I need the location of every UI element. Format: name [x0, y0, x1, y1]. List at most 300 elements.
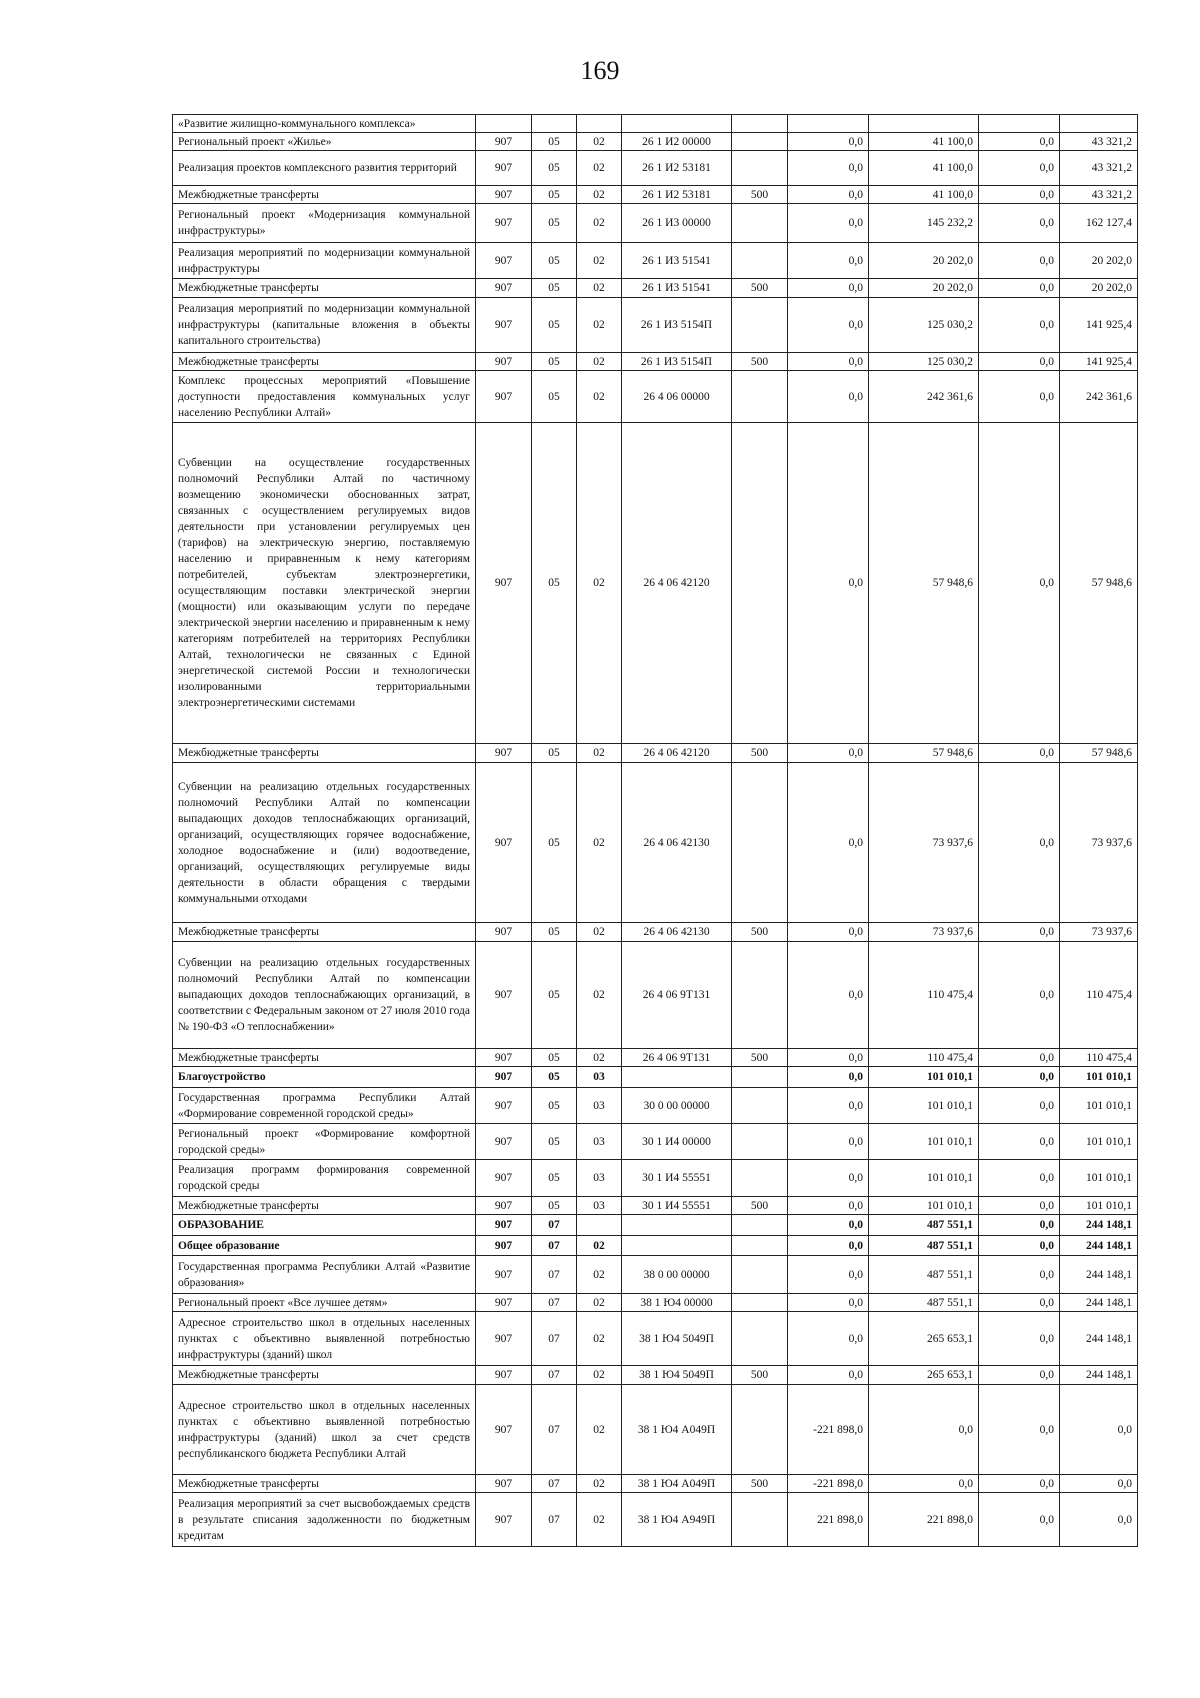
row-expense-type: 500 [732, 923, 788, 942]
row-expense-type [732, 151, 788, 186]
row-amount-2: 0,0 [869, 1475, 979, 1493]
row-amount-4: 20 202,0 [1060, 243, 1138, 279]
row-amount-4: 141 925,4 [1060, 298, 1138, 353]
row-amount-3: 0,0 [979, 1124, 1060, 1160]
table-row [173, 186, 1138, 204]
row-amount-2: 0,0 [869, 1385, 979, 1475]
row-amount-1: 0,0 [788, 423, 869, 744]
row-amount-1: -221 898,0 [788, 1385, 869, 1475]
row-amount-2: 221 898,0 [869, 1493, 979, 1547]
row-subsection [577, 115, 622, 133]
row-amount-3: 0,0 [979, 1475, 1060, 1493]
row-grbs: 907 [476, 1088, 532, 1124]
row-name: Государственная программа Республики Алтай «Формирование современной городской среды» [173, 1088, 476, 1124]
row-subsection: 02 [577, 1366, 622, 1385]
row-amount-3: 0,0 [979, 942, 1060, 1049]
row-target-article: 26 1 И2 00000 [622, 133, 732, 151]
row-amount-2: 265 653,1 [869, 1312, 979, 1366]
table-row [173, 1088, 1138, 1124]
row-amount-2: 101 010,1 [869, 1088, 979, 1124]
row-amount-1: 0,0 [788, 1312, 869, 1366]
row-grbs: 907 [476, 243, 532, 279]
row-name: Адресное строительство школ в отдельных населенных пунктах с объективно выявленной потребностью инфраструктуры (зданий) школ за счет средств республиканского бюджета Республики Алтай [173, 1385, 476, 1475]
row-section: 07 [532, 1385, 577, 1475]
row-amount-4: 244 148,1 [1060, 1294, 1138, 1312]
row-section: 05 [532, 279, 577, 298]
row-target-article: 30 1 И4 55551 [622, 1160, 732, 1197]
row-expense-type [732, 763, 788, 923]
row-amount-4: 242 361,6 [1060, 371, 1138, 423]
row-expense-type [732, 1124, 788, 1160]
row-section: 05 [532, 133, 577, 151]
row-section: 05 [532, 763, 577, 923]
row-amount-4 [1060, 115, 1138, 133]
row-expense-type [732, 942, 788, 1049]
row-section: 07 [532, 1256, 577, 1294]
row-subsection: 02 [577, 186, 622, 204]
row-grbs: 907 [476, 942, 532, 1049]
row-amount-1: 0,0 [788, 1215, 869, 1236]
row-amount-2: 125 030,2 [869, 298, 979, 353]
row-name: Региональный проект «Жилье» [173, 133, 476, 151]
row-amount-4: 101 010,1 [1060, 1088, 1138, 1124]
row-section: 05 [532, 243, 577, 279]
row-grbs: 907 [476, 763, 532, 923]
table-row [173, 1124, 1138, 1160]
row-grbs: 907 [476, 1256, 532, 1294]
row-subsection: 02 [577, 1493, 622, 1547]
row-target-article: 38 1 Ю4 А949П [622, 1493, 732, 1547]
row-subsection: 02 [577, 1049, 622, 1067]
row-grbs: 907 [476, 1215, 532, 1236]
row-amount-2: 41 100,0 [869, 133, 979, 151]
row-expense-type: 500 [732, 353, 788, 371]
row-target-article: 38 0 00 00000 [622, 1256, 732, 1294]
row-amount-2: 487 551,1 [869, 1256, 979, 1294]
row-amount-1: 0,0 [788, 763, 869, 923]
row-amount-4: 0,0 [1060, 1475, 1138, 1493]
row-name: Государственная программа Республики Алтай «Развитие образования» [173, 1256, 476, 1294]
row-amount-4: 244 148,1 [1060, 1236, 1138, 1256]
row-grbs: 907 [476, 1236, 532, 1256]
table-row [173, 423, 1138, 744]
row-name: Реализация мероприятий за счет высвобождаемых средств в результате списания задолженности по бюджетным кредитам [173, 1493, 476, 1547]
row-amount-4: 110 475,4 [1060, 1049, 1138, 1067]
row-name: «Развитие жилищно-коммунального комплекса» [173, 115, 476, 133]
row-amount-2 [869, 115, 979, 133]
table-row [173, 1312, 1138, 1366]
row-name: Межбюджетные трансферты [173, 744, 476, 763]
row-grbs: 907 [476, 371, 532, 423]
row-amount-4: 162 127,4 [1060, 204, 1138, 243]
row-amount-3: 0,0 [979, 1366, 1060, 1385]
row-amount-4: 20 202,0 [1060, 279, 1138, 298]
row-amount-1: 0,0 [788, 1366, 869, 1385]
row-grbs: 907 [476, 279, 532, 298]
row-amount-1: 0,0 [788, 371, 869, 423]
row-subsection: 02 [577, 1385, 622, 1475]
row-grbs: 907 [476, 204, 532, 243]
row-amount-1: 0,0 [788, 133, 869, 151]
row-subsection: 02 [577, 1312, 622, 1366]
row-target-article: 26 4 06 42120 [622, 744, 732, 763]
row-target-article: 30 1 И4 55551 [622, 1197, 732, 1215]
row-section: 07 [532, 1475, 577, 1493]
row-expense-type [732, 1294, 788, 1312]
row-section: 07 [532, 1215, 577, 1236]
row-amount-4: 244 148,1 [1060, 1312, 1138, 1366]
row-amount-2: 73 937,6 [869, 923, 979, 942]
row-expense-type: 500 [732, 186, 788, 204]
row-amount-1: 0,0 [788, 1124, 869, 1160]
row-section: 05 [532, 942, 577, 1049]
row-amount-4: 73 937,6 [1060, 763, 1138, 923]
row-section: 07 [532, 1312, 577, 1366]
row-target-article: 26 4 06 42120 [622, 423, 732, 744]
row-section: 05 [532, 353, 577, 371]
row-expense-type: 500 [732, 1366, 788, 1385]
row-grbs: 907 [476, 353, 532, 371]
row-amount-2: 110 475,4 [869, 1049, 979, 1067]
row-amount-4: 244 148,1 [1060, 1366, 1138, 1385]
row-name: Субвенции на реализацию отдельных государственных полномочий Республики Алтай по компенсации выпадающих доходов теплоснабжающих организаций, в соответствии с Федеральным законом от 27 июля 2010 года № 190-ФЗ «О теплоснабжении» [173, 942, 476, 1049]
row-amount-3: 0,0 [979, 1049, 1060, 1067]
row-amount-3: 0,0 [979, 371, 1060, 423]
row-amount-4: 244 148,1 [1060, 1256, 1138, 1294]
row-grbs: 907 [476, 923, 532, 942]
row-amount-3: 0,0 [979, 279, 1060, 298]
row-subsection: 02 [577, 353, 622, 371]
row-target-article: 26 1 И3 51541 [622, 279, 732, 298]
row-amount-4: 57 948,6 [1060, 423, 1138, 744]
row-name: Региональный проект «Формирование комфортной городской среды» [173, 1124, 476, 1160]
row-amount-4: 244 148,1 [1060, 1215, 1138, 1236]
row-grbs: 907 [476, 133, 532, 151]
row-section: 05 [532, 186, 577, 204]
row-grbs: 907 [476, 1160, 532, 1197]
row-grbs: 907 [476, 1493, 532, 1547]
row-section: 07 [532, 1294, 577, 1312]
row-amount-3: 0,0 [979, 204, 1060, 243]
row-amount-3: 0,0 [979, 744, 1060, 763]
row-name: Межбюджетные трансферты [173, 1366, 476, 1385]
row-subsection: 02 [577, 243, 622, 279]
row-expense-type [732, 1067, 788, 1088]
row-section: 05 [532, 744, 577, 763]
row-amount-2: 41 100,0 [869, 151, 979, 186]
table-row [173, 1385, 1138, 1475]
row-grbs: 907 [476, 1049, 532, 1067]
row-subsection: 03 [577, 1067, 622, 1088]
row-target-article: 26 1 И3 51541 [622, 243, 732, 279]
row-target-article: 26 4 06 9Т131 [622, 942, 732, 1049]
row-amount-2: 487 551,1 [869, 1294, 979, 1312]
row-subsection: 02 [577, 204, 622, 243]
row-subsection [577, 1215, 622, 1236]
row-amount-1: 0,0 [788, 1088, 869, 1124]
row-amount-2: 125 030,2 [869, 353, 979, 371]
row-expense-type [732, 1088, 788, 1124]
table-row [173, 1160, 1138, 1197]
row-name: Реализация программ формирования современной городской среды [173, 1160, 476, 1197]
row-amount-3: 0,0 [979, 1067, 1060, 1088]
row-grbs: 907 [476, 423, 532, 744]
row-subsection: 02 [577, 298, 622, 353]
row-subsection: 02 [577, 371, 622, 423]
row-amount-4: 101 010,1 [1060, 1197, 1138, 1215]
row-name: Реализация мероприятий по модернизации коммунальной инфраструктуры (капитальные вложения в объекты капитального строительства) [173, 298, 476, 353]
table-row [173, 371, 1138, 423]
row-grbs: 907 [476, 744, 532, 763]
row-section: 05 [532, 423, 577, 744]
row-amount-3: 0,0 [979, 133, 1060, 151]
row-name: Благоустройство [173, 1067, 476, 1088]
row-expense-type: 500 [732, 1197, 788, 1215]
row-amount-4: 101 010,1 [1060, 1124, 1138, 1160]
row-amount-2: 110 475,4 [869, 942, 979, 1049]
row-name: Межбюджетные трансферты [173, 186, 476, 204]
row-grbs: 907 [476, 1124, 532, 1160]
row-target-article: 30 0 00 00000 [622, 1088, 732, 1124]
table-row [173, 1215, 1138, 1236]
row-expense-type [732, 298, 788, 353]
row-subsection: 02 [577, 923, 622, 942]
table-row [173, 151, 1138, 186]
row-amount-3: 0,0 [979, 1256, 1060, 1294]
row-amount-2: 20 202,0 [869, 243, 979, 279]
page-number: 169 [580, 56, 620, 85]
row-section: 05 [532, 298, 577, 353]
row-section: 05 [532, 1124, 577, 1160]
row-amount-1: 0,0 [788, 1197, 869, 1215]
row-target-article: 26 4 06 42130 [622, 923, 732, 942]
row-name: Реализация проектов комплексного развития территорий [173, 151, 476, 186]
row-name: Межбюджетные трансферты [173, 923, 476, 942]
row-amount-4: 101 010,1 [1060, 1067, 1138, 1088]
row-amount-3: 0,0 [979, 1215, 1060, 1236]
row-amount-3: 0,0 [979, 186, 1060, 204]
row-amount-2: 242 361,6 [869, 371, 979, 423]
row-target-article: 38 1 Ю4 А049П [622, 1475, 732, 1493]
row-section: 05 [532, 1067, 577, 1088]
table-row [173, 744, 1138, 763]
row-target-article: 26 1 И3 00000 [622, 204, 732, 243]
row-amount-2: 101 010,1 [869, 1124, 979, 1160]
row-target-article: 26 1 И3 5154П [622, 298, 732, 353]
row-amount-3: 0,0 [979, 243, 1060, 279]
row-grbs: 907 [476, 1366, 532, 1385]
row-amount-3: 0,0 [979, 1088, 1060, 1124]
table-row [173, 1256, 1138, 1294]
row-subsection: 02 [577, 1236, 622, 1256]
row-amount-2: 101 010,1 [869, 1067, 979, 1088]
row-amount-2: 145 232,2 [869, 204, 979, 243]
row-amount-3: 0,0 [979, 1160, 1060, 1197]
table-row [173, 353, 1138, 371]
row-section: 07 [532, 1493, 577, 1547]
row-expense-type [732, 243, 788, 279]
table-row [173, 763, 1138, 923]
row-amount-1: 0,0 [788, 243, 869, 279]
row-subsection: 03 [577, 1160, 622, 1197]
table-row [173, 1366, 1138, 1385]
row-amount-3 [979, 115, 1060, 133]
row-amount-1: 221 898,0 [788, 1493, 869, 1547]
row-expense-type: 500 [732, 744, 788, 763]
row-subsection: 02 [577, 1294, 622, 1312]
row-amount-1: 0,0 [788, 1067, 869, 1088]
row-amount-2: 101 010,1 [869, 1197, 979, 1215]
table-row [173, 133, 1138, 151]
row-amount-1: 0,0 [788, 204, 869, 243]
row-expense-type [732, 1312, 788, 1366]
table-row [173, 1475, 1138, 1493]
row-amount-1: 0,0 [788, 923, 869, 942]
row-section: 05 [532, 151, 577, 186]
row-grbs [476, 115, 532, 133]
row-target-article [622, 1215, 732, 1236]
row-expense-type [732, 1215, 788, 1236]
row-grbs: 907 [476, 151, 532, 186]
row-amount-4: 0,0 [1060, 1493, 1138, 1547]
row-name: Реализация мероприятий по модернизации коммунальной инфраструктуры [173, 243, 476, 279]
row-target-article: 38 1 Ю4 5049П [622, 1366, 732, 1385]
row-amount-3: 0,0 [979, 1197, 1060, 1215]
row-section: 05 [532, 1049, 577, 1067]
row-subsection: 03 [577, 1088, 622, 1124]
table-row [173, 1067, 1138, 1088]
row-name: Межбюджетные трансферты [173, 353, 476, 371]
row-amount-3: 0,0 [979, 1236, 1060, 1256]
table-row [173, 942, 1138, 1049]
row-amount-3: 0,0 [979, 923, 1060, 942]
row-section: 07 [532, 1236, 577, 1256]
row-grbs: 907 [476, 1197, 532, 1215]
row-amount-1: 0,0 [788, 942, 869, 1049]
row-subsection: 02 [577, 763, 622, 923]
row-name: Межбюджетные трансферты [173, 1049, 476, 1067]
row-target-article: 30 1 И4 00000 [622, 1124, 732, 1160]
row-expense-type: 500 [732, 1475, 788, 1493]
row-target-article [622, 1236, 732, 1256]
row-amount-3: 0,0 [979, 763, 1060, 923]
row-name: Субвенции на осуществление государственных полномочий Республики Алтай по частичному возмещению экономически обоснованных затрат, связанных с осуществлением регулируемых видов деятельности при установлении регулируемых цен (тарифов) на электрическую энергию, поставляемую населению и приравненным к нему категориям потребителей, субъектам электроэнергетики, осуществляющим поставки электрической энергии (мощности) или оказывающим услуги по передаче электрической энергии населению и приравненным к нему категориям потребителей на территориях Республики Алтай, технологически не связанных с Единой энергетической системой России и технологически изолированными территориальными электроэнергетическими системами [173, 423, 476, 744]
table-row [173, 243, 1138, 279]
row-target-article: 38 1 Ю4 00000 [622, 1294, 732, 1312]
row-subsection: 03 [577, 1197, 622, 1215]
row-amount-3: 0,0 [979, 353, 1060, 371]
row-amount-2: 57 948,6 [869, 744, 979, 763]
row-amount-1: 0,0 [788, 279, 869, 298]
row-amount-1: 0,0 [788, 151, 869, 186]
budget-table [172, 114, 1138, 1547]
row-target-article: 38 1 Ю4 5049П [622, 1312, 732, 1366]
row-amount-1: 0,0 [788, 353, 869, 371]
row-name: Общее образование [173, 1236, 476, 1256]
row-subsection: 02 [577, 1475, 622, 1493]
row-name: Субвенции на реализацию отдельных государственных полномочий Республики Алтай по компенсации выпадающих доходов теплоснабжающих организаций, организаций, осуществляющих горячее водоснабжение, холодное водоснабжение и (или) водоотведение, организаций, осуществляющих регулируемые виды деятельности в области обращения с твердыми коммунальными отходами [173, 763, 476, 923]
row-expense-type [732, 133, 788, 151]
row-grbs: 907 [476, 186, 532, 204]
row-expense-type: 500 [732, 279, 788, 298]
row-target-article [622, 115, 732, 133]
row-target-article: 26 4 06 9Т131 [622, 1049, 732, 1067]
row-section: 07 [532, 1366, 577, 1385]
row-amount-3: 0,0 [979, 1493, 1060, 1547]
row-amount-1: 0,0 [788, 1049, 869, 1067]
row-amount-4: 141 925,4 [1060, 353, 1138, 371]
row-amount-4: 43 321,2 [1060, 151, 1138, 186]
row-amount-1: 0,0 [788, 744, 869, 763]
row-target-article: 38 1 Ю4 А049П [622, 1385, 732, 1475]
row-expense-type: 500 [732, 1049, 788, 1067]
table-row [173, 1294, 1138, 1312]
table-row [173, 279, 1138, 298]
row-expense-type [732, 1236, 788, 1256]
row-amount-1: -221 898,0 [788, 1475, 869, 1493]
row-name: Межбюджетные трансферты [173, 279, 476, 298]
row-expense-type [732, 423, 788, 744]
table-row [173, 1493, 1138, 1547]
row-expense-type [732, 1385, 788, 1475]
row-section: 05 [532, 923, 577, 942]
row-amount-3: 0,0 [979, 1312, 1060, 1366]
row-amount-2: 101 010,1 [869, 1160, 979, 1197]
row-name: Комплекс процессных мероприятий «Повышение доступности предоставления коммунальных услуг населению Республики Алтай» [173, 371, 476, 423]
row-amount-4: 0,0 [1060, 1385, 1138, 1475]
row-name: Региональный проект «Модернизация коммунальной инфраструктуры» [173, 204, 476, 243]
row-subsection: 02 [577, 151, 622, 186]
table-row [173, 298, 1138, 353]
row-section: 05 [532, 204, 577, 243]
row-expense-type [732, 1256, 788, 1294]
row-name: Региональный проект «Все лучшее детям» [173, 1294, 476, 1312]
row-amount-1: 0,0 [788, 1294, 869, 1312]
row-amount-2: 73 937,6 [869, 763, 979, 923]
row-amount-2: 265 653,1 [869, 1366, 979, 1385]
row-amount-3: 0,0 [979, 1385, 1060, 1475]
row-name: Адресное строительство школ в отдельных населенных пунктах с объективно выявленной потребностью инфраструктуры (зданий) школ [173, 1312, 476, 1366]
table-row [173, 115, 1138, 133]
row-grbs: 907 [476, 1067, 532, 1088]
row-amount-4: 101 010,1 [1060, 1160, 1138, 1197]
row-subsection: 02 [577, 1256, 622, 1294]
row-amount-2: 41 100,0 [869, 186, 979, 204]
row-section [532, 115, 577, 133]
row-amount-1: 0,0 [788, 298, 869, 353]
row-expense-type [732, 1493, 788, 1547]
row-grbs: 907 [476, 1294, 532, 1312]
row-grbs: 907 [476, 298, 532, 353]
row-amount-3: 0,0 [979, 1294, 1060, 1312]
row-amount-3: 0,0 [979, 423, 1060, 744]
row-subsection: 02 [577, 133, 622, 151]
row-expense-type [732, 115, 788, 133]
row-target-article: 26 1 И2 53181 [622, 151, 732, 186]
row-expense-type [732, 371, 788, 423]
row-amount-1: 0,0 [788, 1236, 869, 1256]
row-amount-1: 0,0 [788, 1256, 869, 1294]
row-target-article: 26 4 06 42130 [622, 763, 732, 923]
row-amount-4: 43 321,2 [1060, 133, 1138, 151]
row-target-article [622, 1067, 732, 1088]
row-amount-3: 0,0 [979, 298, 1060, 353]
row-expense-type [732, 204, 788, 243]
row-subsection: 02 [577, 744, 622, 763]
row-amount-1 [788, 115, 869, 133]
row-target-article: 26 4 06 00000 [622, 371, 732, 423]
row-amount-4: 110 475,4 [1060, 942, 1138, 1049]
